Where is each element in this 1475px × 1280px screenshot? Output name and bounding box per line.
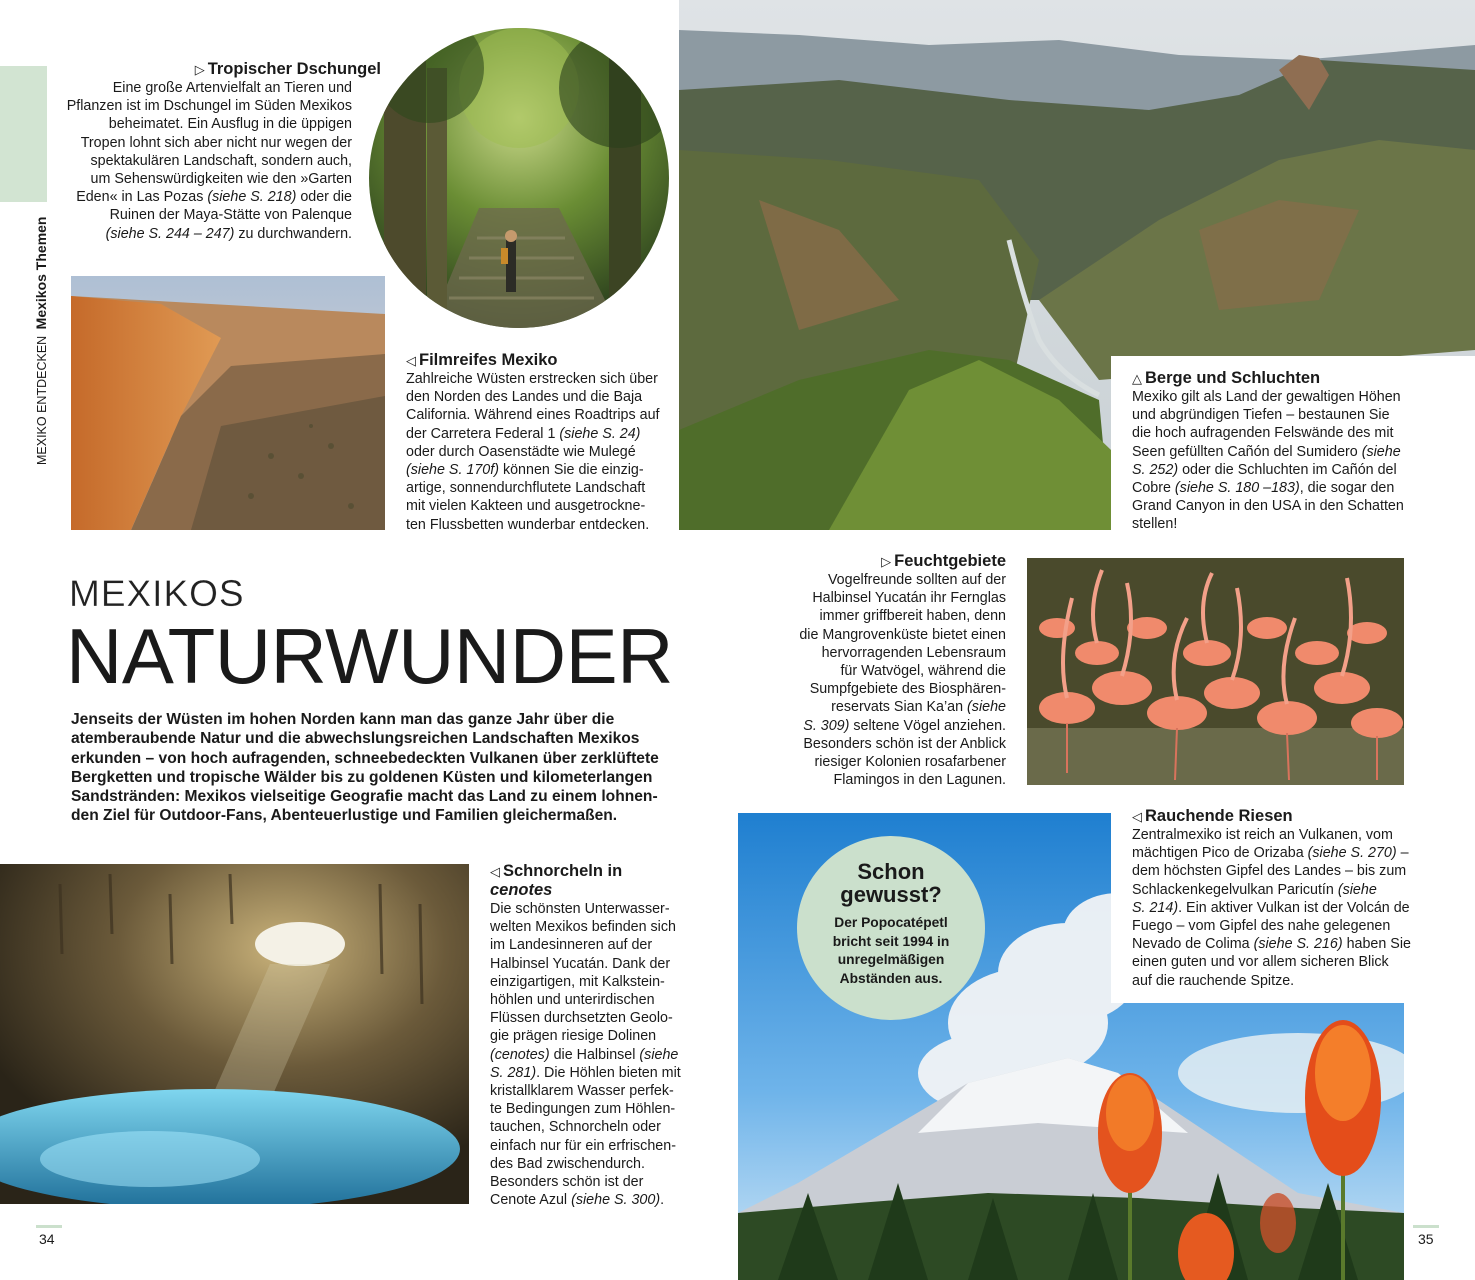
section-rauch — [1132, 807, 1411, 990]
section-heading-schnorcheln: ◁ Schnorcheln in — [490, 862, 623, 880]
jungle-photo — [369, 28, 669, 328]
section-body-feucht: Vogelfreunde sollten auf der Halbinsel Yucatán ihr Fernglas immer griffbereit haben, denn die Mangrovenküste bietet einen hervorragenden Lebensraum für Watvögel, während die Sumpfgebiete des Biosphären- reservats Sian Ka’an (siehe S. 309) seltene Vögel anziehen. Besonders schön ist der Anblick riesiger Kolonien rosafarbener Flamingos in den Lagunen. — [799, 572, 1006, 789]
pointer-up-icon: △ — [1132, 371, 1142, 386]
badge-title: Schon gewusst? — [840, 859, 942, 907]
title-small: MEXIKOS — [69, 573, 245, 614]
page-title: NATURWUNDER — [66, 612, 673, 700]
pointer-left-icon: ◁ — [1132, 809, 1142, 824]
desert-canyon-photo — [71, 276, 385, 530]
section-film — [406, 351, 660, 534]
page-number-right: 35 — [1418, 1231, 1434, 1247]
page-number-rule-right — [1413, 1225, 1439, 1228]
side-tab-label — [34, 217, 50, 466]
side-tab-accent — [0, 66, 47, 202]
section-schnorcheln — [490, 862, 681, 1209]
section-body-jungle: Eine große Artenvielfalt an Tieren und Pflanzen ist im Dschungel im Süden Mexikos beheimatet. Ein Ausflug in die üppigen Tropen lohnt sich aber nicht nur wegen der spektakulären Landschaft, sondern auch, um Sehenswürdigkeiten wie den »Garten Eden« in Las Pozas (siehe S. 218) oder die Ruinen der Maya-Stätte von Palenque (siehe S. 244 – 247) zu durchwandern. — [66, 80, 352, 242]
section-feucht — [799, 552, 1006, 789]
badge-text: Der Popocatépetl bricht seit 1994 in unregelmäßigen Abständen aus. — [832, 915, 950, 986]
section-body-film: Zahlreiche Wüsten erstrecken sich über den Norden des Landes und die Baja California. Während eines Roadtrips auf der Carretera Federal 1 (siehe S. 24) oder durch Oasenstädte wie Mulegé (siehe S. 170f) können Sie die einzig- artige, sonnendurchflutete Landschaft mit vielen Kakteen und ausgetrockne- ten Flussbetten wunderbar entdecken. — [406, 371, 660, 533]
section-body-schnorcheln: Die schönsten Unterwasser- welten Mexikos befinden sich im Landesinneren auf der Halbinsel Yucatán. Dank der einzigartigen, mit Kalkstein- höhlen und unterirdischen Flüssen durchsetzten Geolo- gie prägen riesige Dolinen (cenotes) die Halbinsel (siehe S. 281). Die Höhlen bieten mit kristallklarem Wasser perfek- te Bedingungen zum Höhlen- tauchen, Schnorcheln oder einfach nur für ein erfrischen- des Bad zwischendurch. Besonders schön ist der Cenote Azul (siehe S. 300). — [490, 901, 681, 1209]
section-heading-feucht: ▷ Feuchtgebiete — [881, 552, 1006, 570]
section-body-berge: Mexiko gilt als Land der gewaltigen Höhen und abgründigen Tiefen – bestaunen Sie die hoch aufragenden Felswände des mit Seen gefüllten Cañón del Sumidero (siehe S. 252) oder die Schluchten im Cañón del Cobre (siehe S. 180 –183), die sogar den Grand Canyon in den USA in den Schatten stellen! — [1132, 389, 1404, 533]
fact-badge — [797, 836, 985, 1020]
page-number-left: 34 — [39, 1231, 55, 1247]
flamingos-photo — [1027, 558, 1404, 785]
pointer-left-icon: ◁ — [406, 353, 416, 368]
cenote-photo — [0, 864, 469, 1204]
side-tab-section: MEXIKO ENTDECKEN — [35, 335, 49, 465]
section-heading-film: ◁ Filmreifes Mexiko — [406, 351, 558, 369]
section-jungle — [67, 60, 381, 243]
section-berge — [1132, 369, 1404, 534]
page-number-rule-left — [36, 1225, 62, 1228]
section-heading-jungle: ▷ Tropischer Dschungel — [194, 60, 381, 78]
section-body-rauch: Zentralmexiko ist reich an Vulkanen, vom mächtigen Pico de Orizaba (siehe S. 270) – dem höchsten Gipfel des Landes – bis zum Schlackenkegelvulkan Paricutín (siehe S. 214). Ein aktiver Vulkan ist der Volcán de Fuego – vom Gipfel des nahe gelegenen Nevado de Colima (siehe S. 216) haben Sie einen guten und vor allem sicheren Blick auf die rauchende Spitze. — [1132, 827, 1411, 989]
pointer-right-icon: ▷ — [881, 554, 892, 569]
side-tab-theme: Mexikos Themen — [33, 216, 49, 330]
intro-paragraph: Jenseits der Wüsten im hohen Norden kann man das ganze Jahr über die atemberaubende Natur und die abwechslungsreichen Landschaften Mexikos erkunden – von hoch aufragenden, schneebedeckten Vulkanen über zerklüftete Bergketten und tropische Wälder bis zu goldenen Küsten und kilometerlangen Sandstränden: Mexikos vielseitige Geografie macht das Land zu einem lohnen- den Ziel für Outdoor-Fans, Abenteuerlustige und Familien gleichermaßen. — [71, 711, 659, 825]
pointer-left-icon: ◁ — [490, 864, 500, 879]
section-heading-rauch: ◁ Rauchende Riesen — [1132, 807, 1293, 825]
section-heading-schnorcheln-italic: cenotes — [490, 881, 553, 899]
section-heading-berge: △ Berge und Schluchten — [1132, 369, 1321, 387]
pointer-right-icon: ▷ — [194, 62, 205, 77]
